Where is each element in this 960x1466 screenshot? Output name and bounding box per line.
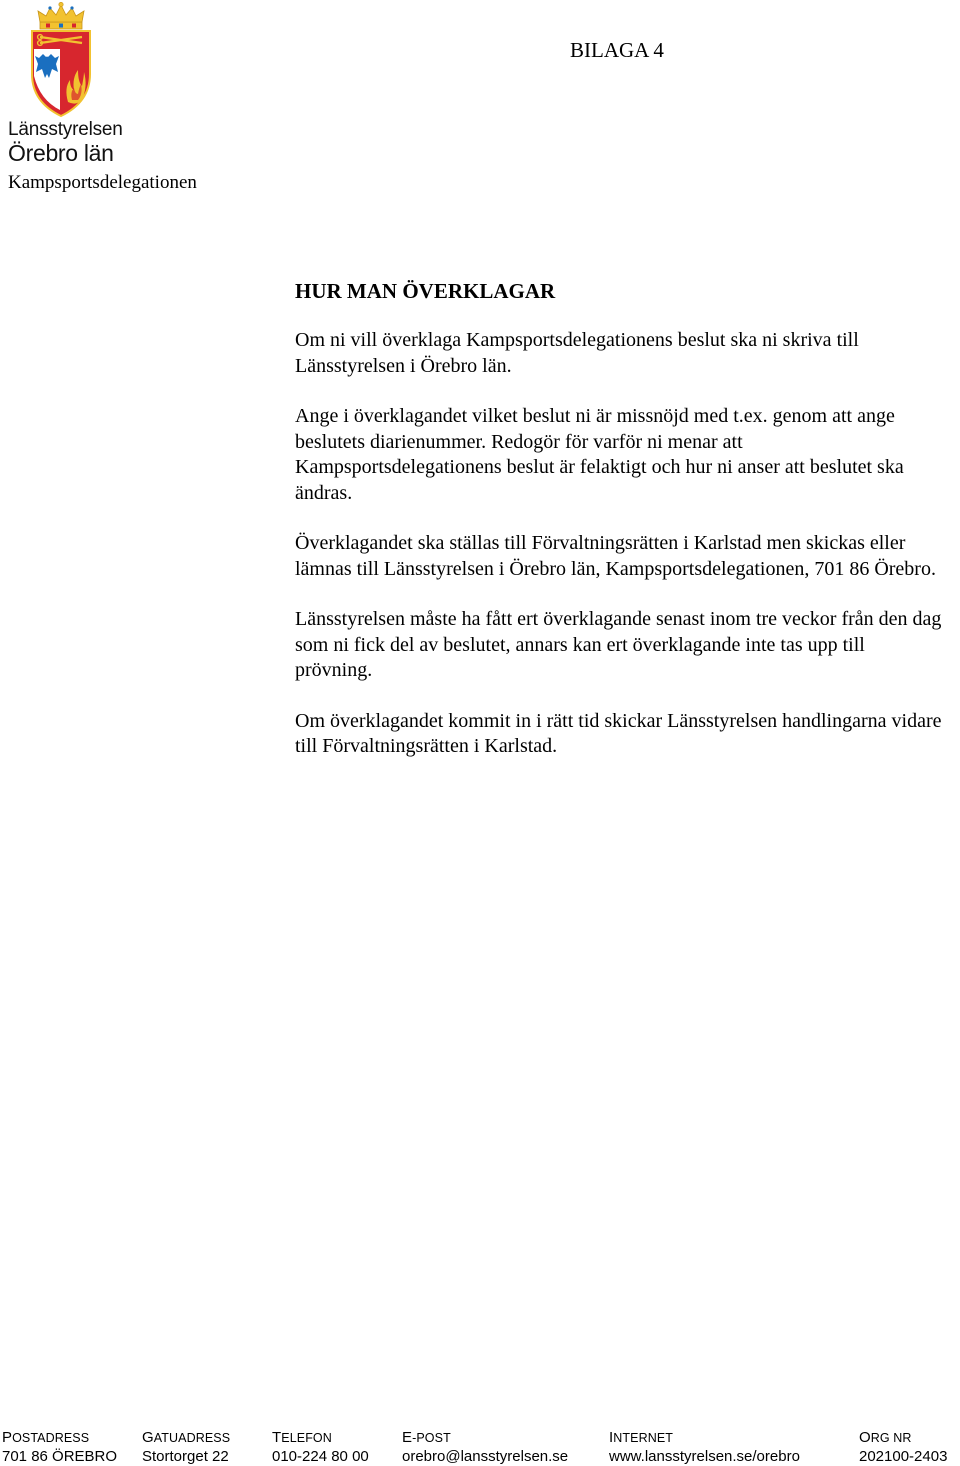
organization-name-line2: Örebro län <box>8 140 114 166</box>
paragraph-2: Ange i överklagandet vilket beslut ni är missnöjd med t.ex. genom att ange beslutets diarienummer. Redogör för varför ni menar att Kampsportsdelegationens beslut är felaktigt och hur ni anser att beslutet ska ändras. <box>295 405 904 504</box>
footer-postal-address <box>2 1430 117 1466</box>
shield-icon <box>32 31 90 116</box>
postal-address-label: POSTADRESS <box>2 1429 90 1446</box>
street-address-value: Stortorget 22 <box>142 1448 229 1465</box>
paragraph-4: Länsstyrelsen måste ha fått ert överklagande senast inom tre veckor från den dag som ni fick del av beslutet, annars kan ert överklagande inte tas upp till prövning. <box>295 608 942 681</box>
org-number-value: 202100-2403 <box>859 1448 948 1465</box>
crown-icon <box>38 2 84 29</box>
footer-phone <box>272 1430 369 1466</box>
web-link[interactable]: www.lansstyrelsen.se/orebro <box>609 1448 800 1465</box>
organization-name <box>8 120 123 165</box>
coat-of-arms-logo <box>26 2 96 120</box>
street-address-label: GATUADRESS <box>142 1429 231 1446</box>
postal-address-value: 701 86 ÖREBRO <box>2 1448 118 1465</box>
paragraph-1: Om ni vill överklaga Kampsportsdelegationens beslut ska ni skriva till Länsstyrelsen i Örebro län. <box>295 329 859 377</box>
phone-value: 010-224 80 00 <box>272 1448 369 1465</box>
footer-org-number <box>859 1430 947 1466</box>
department-name: Kampsportsdelegationen <box>8 172 197 193</box>
footer-street-address <box>142 1430 230 1466</box>
document-body <box>295 278 945 785</box>
web-label: INTERNET <box>609 1429 674 1446</box>
phone-label: TELEFON <box>272 1429 332 1446</box>
email-label: E-POST <box>402 1429 451 1446</box>
section-heading: HUR MAN ÖVERKLAGAR <box>295 279 556 303</box>
org-number-label: ORG NR <box>859 1429 912 1446</box>
paragraph-5: Om överklagandet kommit in i rätt tid skickar Länsstyrelsen handlingarna vidare till Förvaltningsrätten i Karlstad. <box>295 709 942 757</box>
email-link[interactable]: orebro@lansstyrelsen.se <box>402 1448 569 1465</box>
footer-email <box>402 1430 568 1466</box>
paragraph-3: Överklagandet ska ställas till Förvaltningsrätten i Karlstad men skickas eller lämnas till Länsstyrelsen i Örebro län, Kampsportsdelegationen, 701 86 Örebro. <box>295 532 936 580</box>
organization-name-line1: Länsstyrelsen <box>8 119 123 140</box>
attachment-label: BILAGA 4 <box>570 38 664 62</box>
footer-web <box>609 1430 800 1466</box>
